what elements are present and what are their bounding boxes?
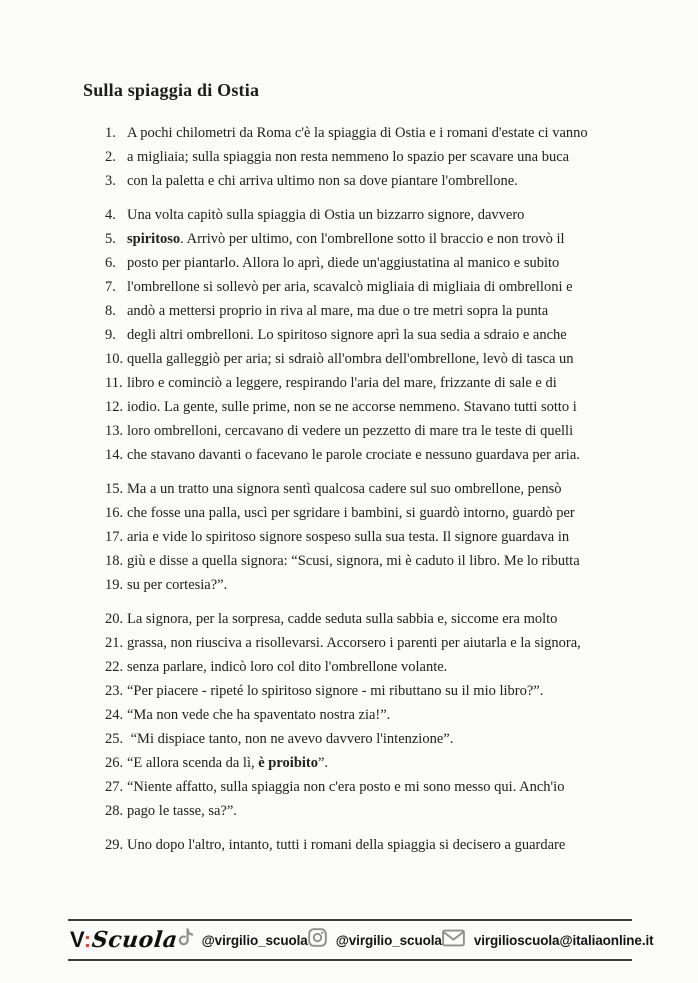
text-line	[105, 395, 645, 419]
line-number: 4.	[105, 207, 116, 223]
line-number: 11.	[105, 375, 123, 391]
line-text: quella galleggiò per aria; si sdraiò all'ombra dell'ombrellone, levò di tasca un	[127, 351, 574, 367]
text-line	[105, 419, 645, 443]
line-text: “E allora scenda da lì, è proibito”.	[127, 755, 329, 771]
text-line	[105, 145, 645, 169]
line-text: Ma a un tratto una signora sentì qualcosa cadere sul suo ombrellone, pensò	[127, 481, 562, 497]
line-text: aria e vide lo spiritoso signore sospeso sulla sua testa. Il signore guardava in	[127, 529, 570, 545]
line-number: 14.	[105, 447, 124, 463]
text-line	[105, 347, 645, 371]
line-text: l'ombrellone si sollevò per aria, scavalcò migliaia di migliaia di ombrelloni e	[127, 279, 573, 295]
line-number: 22.	[105, 659, 124, 675]
text-line	[105, 679, 645, 703]
line-number: 15.	[105, 481, 124, 497]
text-line	[105, 703, 645, 727]
text-line	[105, 631, 645, 655]
text-line	[105, 169, 645, 193]
text-line	[105, 573, 645, 597]
line-number: 19.	[105, 577, 124, 593]
text-line	[105, 251, 645, 275]
text-line	[105, 751, 645, 775]
line-number: 5.	[105, 231, 116, 247]
line-text: libro e cominciò a leggere, respirando l'aria del mare, frizzante di sale e di	[127, 375, 557, 391]
text-line	[105, 477, 645, 501]
line-text: “Ma non vede che ha spaventato nostra zia!”.	[127, 707, 391, 723]
instagram-handle-text: @virgilio_scuola	[335, 932, 442, 948]
paragraph	[105, 607, 645, 823]
page-title: Sulla spiaggia di Ostia	[83, 80, 260, 100]
paragraph	[105, 121, 645, 193]
line-number: 24.	[105, 707, 124, 723]
footer-row	[68, 921, 654, 959]
line-text: grassa, non riusciva a risollevarsi. Accorsero i parenti per aiutarla e la signora,	[127, 635, 581, 651]
logo-colon: :	[83, 927, 92, 952]
text-line	[105, 549, 645, 573]
line-number: 23.	[105, 683, 124, 699]
tiktok-handle-text: @virgilio_scuola	[201, 932, 308, 948]
story-body	[105, 121, 645, 857]
line-number: 13.	[105, 423, 124, 439]
line-text: A pochi chilometri da Roma c'è la spiaggia di Ostia e i romani d'estate ci vanno	[127, 125, 588, 141]
line-text: a migliaia; sulla spiaggia non resta nemmeno lo spazio per scavare una buca	[127, 149, 570, 165]
text-line	[105, 121, 645, 145]
line-text: “Per piacere - ripeté lo spiritoso signore - mi ributtano su il mio libro?”.	[127, 683, 544, 699]
footer-bottom-rule	[68, 959, 632, 961]
line-number: 6.	[105, 255, 116, 271]
text-line	[105, 275, 645, 299]
line-text: giù e disse a quella signora: “Scusi, signora, mi è caduto il libro. Me lo ributta	[127, 553, 580, 569]
line-number: 25.	[105, 731, 124, 747]
instagram-handle-item	[308, 928, 442, 952]
logo-wordmark: Scuola	[90, 927, 179, 953]
email-item	[442, 929, 654, 952]
paragraph	[105, 203, 645, 467]
line-text: La signora, per la sorpresa, cadde seduta sulla sabbia e, siccome era molto	[127, 611, 558, 627]
text-line	[105, 833, 645, 857]
line-text: su per cortesia?”.	[127, 577, 228, 593]
line-number: 8.	[105, 303, 116, 319]
line-text: spiritoso. Arrivò per ultimo, con l'ombrellone sotto il braccio e non trovò il	[127, 231, 565, 247]
text-line	[105, 227, 645, 251]
line-text: Uno dopo l'altro, intanto, tutti i romani della spiaggia si decisero a guardare	[127, 837, 566, 853]
line-number: 17.	[105, 529, 124, 545]
line-text: loro ombrelloni, cercavano di vedere un pezzetto di mare tra le teste di quelli	[127, 423, 574, 439]
line-number: 1.	[105, 125, 116, 141]
text-line	[105, 299, 645, 323]
logo-letter-v: V	[70, 927, 84, 952]
line-number: 9.	[105, 327, 116, 343]
line-text: che fosse una palla, uscì per sgridare i bambini, si guardò intorno, guardò per	[127, 505, 575, 521]
line-number: 26.	[105, 755, 124, 771]
line-number: 12.	[105, 399, 124, 415]
envelope-icon	[442, 929, 465, 952]
email-text: virgilioscuola@italiaonline.it	[473, 932, 654, 948]
line-text: senza parlare, indicò loro col dito l'ombrellone volante.	[127, 659, 448, 675]
text-line	[105, 775, 645, 799]
tiktok-icon	[178, 928, 193, 952]
line-text: Una volta capitò sulla spiaggia di Ostia un bizzarro signore, davvero	[127, 207, 525, 223]
instagram-icon	[308, 928, 327, 952]
line-number: 16.	[105, 505, 124, 521]
text-line	[105, 655, 645, 679]
line-number: 18.	[105, 553, 124, 569]
text-line	[105, 203, 645, 227]
line-number: 29.	[105, 837, 124, 853]
line-text: posto per piantarlo. Allora lo aprì, diede un'aggiustatina al manico e subito	[127, 255, 560, 271]
line-number: 28.	[105, 803, 124, 819]
paragraph	[105, 477, 645, 597]
line-number: 2.	[105, 149, 116, 165]
line-number: 20.	[105, 611, 124, 627]
line-text: pago le tasse, sa?”.	[127, 803, 237, 819]
text-line	[105, 323, 645, 347]
line-number: 21.	[105, 635, 124, 651]
line-text: “Mi dispiace tanto, non ne avevo davvero l'intenzione”.	[127, 731, 454, 747]
line-number: 27.	[105, 779, 124, 795]
line-number: 7.	[105, 279, 116, 295]
footer	[68, 919, 654, 961]
text-line	[105, 727, 645, 751]
text-line	[105, 371, 645, 395]
tiktok-handle-item	[178, 928, 308, 952]
line-text: degli altri ombrelloni. Lo spiritoso signore aprì la sua sedia a sdraio e anche	[127, 327, 567, 343]
text-line	[105, 443, 645, 467]
text-line	[105, 799, 645, 823]
text-line	[105, 607, 645, 631]
vscuola-logo	[70, 927, 178, 953]
text-line	[105, 501, 645, 525]
line-text: “Niente affatto, sulla spiaggia non c'era posto e mi sono messo qui. Anch'io	[127, 779, 565, 795]
line-number: 10.	[105, 351, 124, 367]
paragraph	[105, 833, 645, 857]
line-number: 3.	[105, 173, 116, 189]
text-line	[105, 525, 645, 549]
line-text: con la paletta e chi arriva ultimo non sa dove piantare l'ombrellone.	[127, 173, 518, 189]
line-text: andò a mettersi proprio in riva al mare, ma due o tre metri sopra la punta	[127, 303, 549, 319]
line-text: che stavano davanti o facevano le parole crociate e nessuno guardava per aria.	[127, 447, 580, 463]
line-text: iodio. La gente, sulle prime, non se ne accorse nemmeno. Stavano tutti sotto i	[127, 399, 577, 415]
